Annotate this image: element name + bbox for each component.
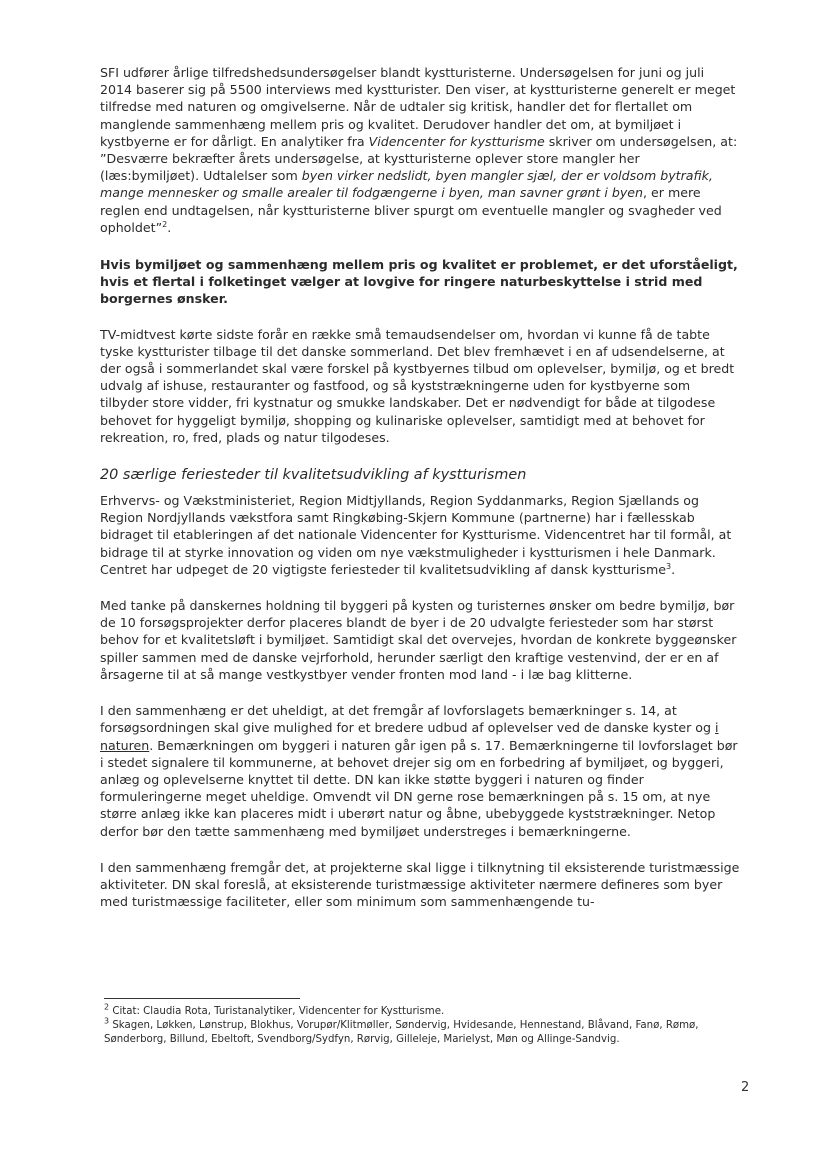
footnote	[104, 1002, 744, 1019]
text-run: .	[167, 219, 172, 235]
footnote-number: 3	[104, 1016, 110, 1026]
paragraph-turistmaessige: I den sammenhæng fremgår det, at projekterne skal ligge i tilknytning til eksisterende turistmæssige aktiviteter. DN skal foreslå, at eksisterende turistmæssige aktiviteter nærmere defineres som byer med turistmæssige faciliteter, eller som minimum som sammenhængende tu-	[100, 859, 740, 910]
footnote-separator	[104, 998, 300, 999]
footnote-number: 2	[104, 1002, 110, 1012]
paragraph-tv-midtvest: TV-midtvest kørte sidste forår en række små temaudsendelser om, hvordan vi kunne få de tabte tyske kystturister tilbage til det danske sommerland. Det blev fremhævet i en af udsendelserne, at der også i sommerlandet skal være forskel på kystbyernes tilbud om oplevelser, bymiljø, og et bredt udvalg af ishuse, restauranter og fastfood, og så kyststrækningerne uden for kystbyerne som tilbyder store vidder, fri kystnatur og smukke landskaber. Det er nødvendigt for både at tilgodese behovet for hyggeligt bymiljø, shopping og kulinariske oplevelser, samtidigt med at behovet for rekreation, ro, fred, plads og natur tilgodeses.	[100, 326, 735, 445]
text-run: .	[671, 561, 676, 577]
footnote	[104, 1016, 744, 1047]
text-run: SFI udfører årlige tilfredshedsundersøgelser blandt kystturisterne. Undersøgelsen for juni og juli 2014 baserer sig på 5500 interviews med kystturister. Den viser, at kystturisterne generelt er meget tilfredse med naturen og omgivelserne. Når de udtaler sig kritisk, handler det for flertallet om manglende sammenhæng mellem pris og kvalitet. Derudover handler det om, at bymiljøet i kystbyerne er for dårligt. En analytiker fra	[100, 65, 736, 149]
underlined-text: i naturen	[100, 720, 719, 753]
paragraph-videncenter	[100, 492, 740, 578]
footnote-text: Citat: Claudia Rota, Turistanalytiker, Videncenter for Kystturisme.	[109, 1006, 445, 1017]
footnote-ref: 3	[665, 561, 672, 571]
bold-statement: Hvis bymiljøet og sammenhæng mellem pris og kvalitet er problemet, er det uforståeligt, hvis et flertal i folketinget vælger at lovgive for ringere naturbeskyttelse i strid med borgernes ønsker.	[100, 257, 738, 307]
footnote-text: Skagen, Løkken, Lønstrup, Blokhus, Vorupør/Klitmøller, Søndervig, Hvidesande, Hennestand, Blåvand, Fanø, Rømø, Sønderborg, Billund, Ebeltoft, Svendborg/Sydfyn, Rørvig, Gilleleje, Marielyst, Møn og Allinge-Sandvig.	[104, 1019, 699, 1045]
paragraph-survey	[100, 64, 740, 236]
italic-source: Videncenter for kystturisme	[368, 133, 545, 149]
italic-quote: byen virker nedslidt, byen mangler sjæl, der er voldsom bytrafik, mange mennesker og smalle arealer til fodgængerne i byen, man savner grønt i byen	[100, 168, 713, 201]
body-text	[100, 64, 740, 910]
text-run: Erhvervs- og Vækstministeriet, Region Midtjyllands, Region Syddanmarks, Region Sjællands og Region Nordjyllands vækstfora samt Ringkøbing-Skjern Kommune (partnerne) har i fællesskab bidraget til etableringen af det nationale Videncenter for Kystturisme. Videncentret har til formål, at bidrage til at styrke innovation og viden om nye vækstmuligheder i kystturismen i hele Danmark. Centret har udpeget de 20 vigtigste feriesteder til kvalitetsudvikling af dansk kystturisme	[100, 493, 732, 577]
section-heading: 20 særlige feriesteder til kvalitetsudvikling af kystturismen	[100, 467, 527, 484]
paragraph-forsoegsprojekter: Med tanke på danskernes holdning til byggeri på kysten og turisternes ønsker om bedre bymiljø, bør de 10 forsøgsprojekter derfor placeres blandt de byer i de 20 udvalgte feriesteder som har størst behov for et kvalitetsløft i bymiljøet. Samtidigt skal det overvejes, hvordan de konkrete byggeønsker spiller sammen med de danske vejrforhold, herunder særligt den kraftige vestenvind, der er en af årsagerne til at så mange vestkystbyer vender fronten mod land - i læ bag klitterne.	[100, 598, 737, 682]
text-run: skriver om undersøgelsen, at: ”Desværre bekræfter årets undersøgelse, at kystturisterne oplever store mangler her (læs:bymiljøet). Udtalelser som	[100, 133, 738, 184]
footnotes	[104, 1002, 744, 1046]
text-run: I den sammenhæng er det uheldigt, at det fremgår af lovforslagets bemærkninger s. 14, at forsøgsordningen skal give mulighed for et bredere udbud af oplevelser ved de danske kyster og	[100, 703, 716, 736]
text-run: , er mere reglen end undtagelsen, når kystturisterne bliver spurgt om eventuelle mangler og svagheder ved opholdet”	[100, 185, 722, 235]
paragraph-bemaerkninger	[100, 702, 740, 840]
footnote-ref: 2	[162, 219, 168, 229]
text-run: . Bemærkningen om byggeri i naturen går igen på s. 17. Bemærkningerne til lovforslaget bør i stedet signalere til kommunerne, at behovet drejer sig om en forbedring af bymiljøet, og byggeri, anlæg og oplevelserne knyttet til dette. DN kan ikke støtte byggeri i naturen og finder formuleringerne meget uheldige. Omvendt vil DN gerne rose bemærkningen på s. 15 om, at nye større anlæg ikke kan placeres midt i uberørt natur og åbne, ubebyggede kyststrækninger. Netop derfor bør den tætte sammenhæng med bymiljøet understreges i bemærkningerne.	[100, 737, 738, 839]
page-number: 2	[741, 1080, 750, 1095]
